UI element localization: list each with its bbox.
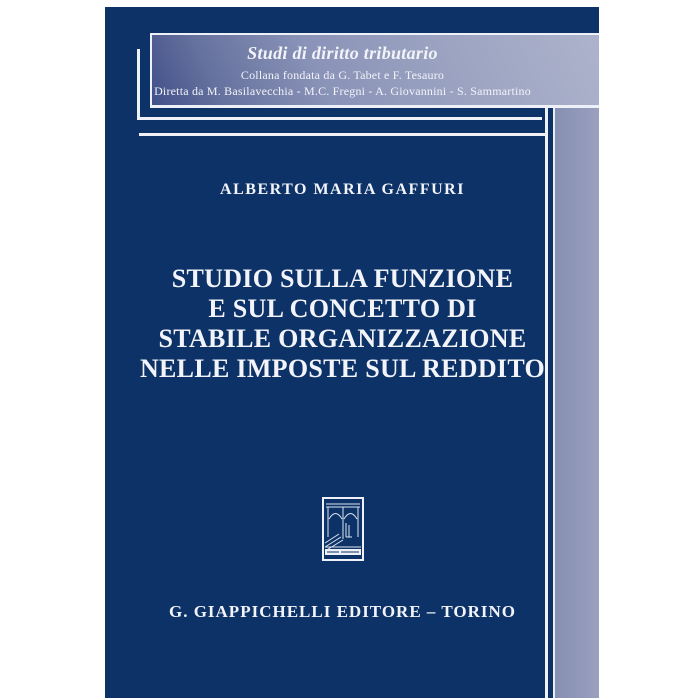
cover-content: [105, 7, 580, 698]
series-title: Studi di diritto tributario: [247, 43, 438, 63]
book-title-line-2: E SUL CONCETTO DI: [208, 294, 477, 323]
book-cover: [105, 7, 599, 698]
book-title-line-1: STUDIO SULLA FUNZIONE: [171, 264, 514, 293]
book-title-line-3: STABILE ORGANIZZAZIONE: [158, 324, 527, 353]
book-title-line-4: NELLE IMPOSTE SUL REDDITO: [139, 354, 546, 383]
author-name: ALBERTO MARIA GAFFURI: [220, 181, 465, 198]
publisher-logo: [105, 497, 580, 561]
series-founders-line: Collana fondata da G. Tabet e F. Tesauro: [240, 68, 445, 82]
book-title: [105, 264, 580, 384]
publisher-imprint-line: G. GIAPPICHELLI EDITORE – TORINO: [168, 602, 517, 621]
series-directors-line: Diretta da M. Basilavecchia - M.C. Fregni - A. Giovannini - S. Sammartino: [154, 84, 531, 98]
giappichelli-emblem-icon: [322, 497, 364, 561]
